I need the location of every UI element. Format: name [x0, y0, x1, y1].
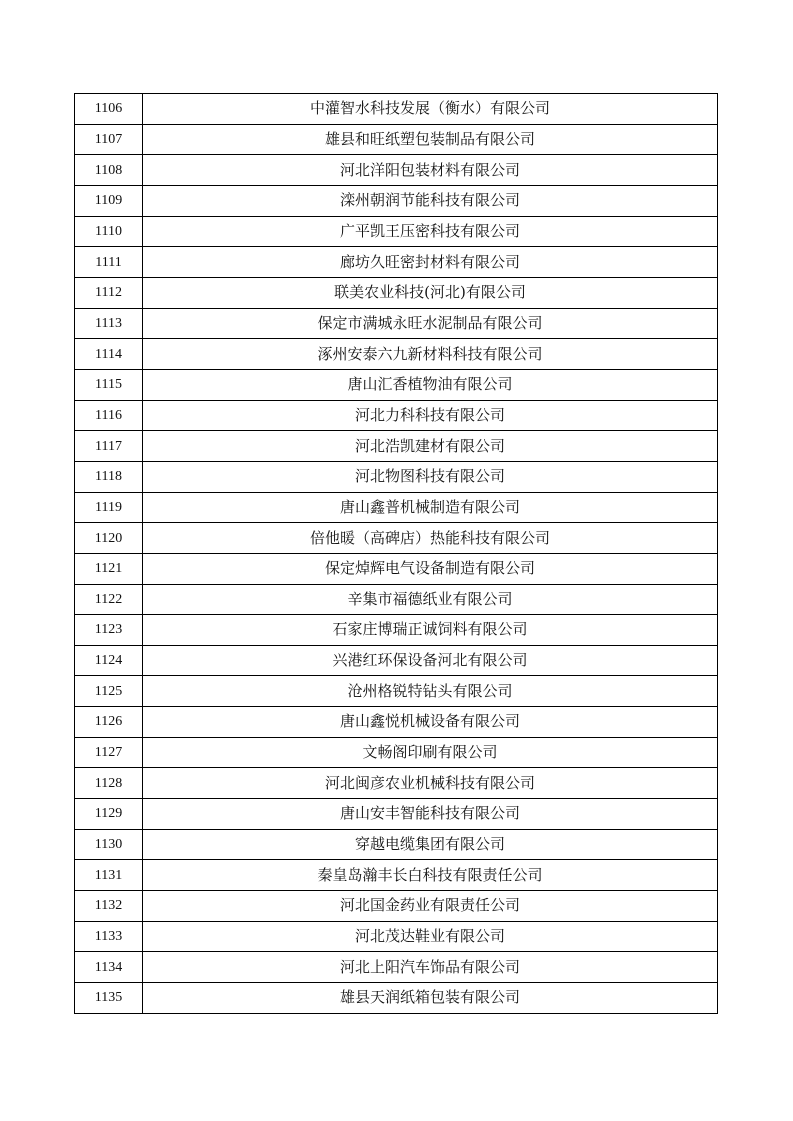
company-name: 唐山汇香植物油有限公司 [143, 369, 718, 400]
company-name: 河北茂达鞋业有限公司 [143, 921, 718, 952]
row-number: 1107 [75, 124, 143, 155]
row-number: 1130 [75, 829, 143, 860]
row-number: 1118 [75, 461, 143, 492]
table-row [75, 952, 718, 983]
table-row [75, 94, 718, 125]
row-number: 1135 [75, 983, 143, 1014]
row-number: 1132 [75, 891, 143, 922]
table-row [75, 369, 718, 400]
company-name: 河北上阳汽车饰品有限公司 [143, 952, 718, 983]
table-row [75, 829, 718, 860]
table-row [75, 983, 718, 1014]
table-row [75, 737, 718, 768]
table-row [75, 124, 718, 155]
row-number: 1124 [75, 645, 143, 676]
row-number: 1134 [75, 952, 143, 983]
table-row [75, 431, 718, 462]
table-row [75, 308, 718, 339]
row-number: 1121 [75, 553, 143, 584]
company-list-table [74, 93, 718, 1014]
company-name: 联美农业科技(河北)有限公司 [143, 277, 718, 308]
row-number: 1127 [75, 737, 143, 768]
table-row [75, 247, 718, 278]
company-name: 广平凯王压密科技有限公司 [143, 216, 718, 247]
table-row [75, 615, 718, 646]
row-number: 1119 [75, 492, 143, 523]
company-name: 辛集市福德纸业有限公司 [143, 584, 718, 615]
table-row [75, 645, 718, 676]
row-number: 1120 [75, 523, 143, 554]
table-row [75, 799, 718, 830]
company-name: 兴港红环保设备河北有限公司 [143, 645, 718, 676]
row-number: 1122 [75, 584, 143, 615]
table-row [75, 584, 718, 615]
table-row [75, 860, 718, 891]
row-number: 1113 [75, 308, 143, 339]
table-row [75, 553, 718, 584]
row-number: 1111 [75, 247, 143, 278]
row-number: 1117 [75, 431, 143, 462]
company-name: 雄县和旺纸塑包装制品有限公司 [143, 124, 718, 155]
table-row [75, 768, 718, 799]
table-row [75, 891, 718, 922]
company-name: 唐山鑫悦机械设备有限公司 [143, 707, 718, 738]
table-body [75, 94, 718, 1014]
row-number: 1114 [75, 339, 143, 370]
row-number: 1109 [75, 185, 143, 216]
company-name: 河北浩凯建材有限公司 [143, 431, 718, 462]
table-row [75, 185, 718, 216]
row-number: 1106 [75, 94, 143, 125]
company-name: 河北物图科技有限公司 [143, 461, 718, 492]
table-row [75, 523, 718, 554]
table-row [75, 707, 718, 738]
company-name: 滦州朝润节能科技有限公司 [143, 185, 718, 216]
row-number: 1133 [75, 921, 143, 952]
row-number: 1116 [75, 400, 143, 431]
table-row [75, 400, 718, 431]
table-row [75, 921, 718, 952]
company-name: 涿州安泰六九新材料科技有限公司 [143, 339, 718, 370]
company-name: 廊坊久旺密封材料有限公司 [143, 247, 718, 278]
company-name: 河北闽彦农业机械科技有限公司 [143, 768, 718, 799]
row-number: 1108 [75, 155, 143, 186]
company-name: 河北国金药业有限责任公司 [143, 891, 718, 922]
company-name: 唐山鑫普机械制造有限公司 [143, 492, 718, 523]
row-number: 1125 [75, 676, 143, 707]
company-name: 沧州格锐特钻头有限公司 [143, 676, 718, 707]
table-row [75, 492, 718, 523]
company-name: 保定焯辉电气设备制造有限公司 [143, 553, 718, 584]
company-name: 秦皇岛瀚丰长白科技有限责任公司 [143, 860, 718, 891]
company-name: 穿越电缆集团有限公司 [143, 829, 718, 860]
company-name: 文畅阁印刷有限公司 [143, 737, 718, 768]
row-number: 1123 [75, 615, 143, 646]
table-row [75, 676, 718, 707]
company-name: 保定市满城永旺水泥制品有限公司 [143, 308, 718, 339]
row-number: 1110 [75, 216, 143, 247]
company-name: 唐山安丰智能科技有限公司 [143, 799, 718, 830]
table-row [75, 216, 718, 247]
row-number: 1131 [75, 860, 143, 891]
company-name: 中灌智水科技发展（衡水）有限公司 [143, 94, 718, 125]
table-row [75, 155, 718, 186]
row-number: 1129 [75, 799, 143, 830]
row-number: 1112 [75, 277, 143, 308]
table-row [75, 277, 718, 308]
table-row [75, 339, 718, 370]
company-name: 石家庄博瑞正诚饲料有限公司 [143, 615, 718, 646]
row-number: 1115 [75, 369, 143, 400]
company-name: 河北洋阳包装材料有限公司 [143, 155, 718, 186]
row-number: 1128 [75, 768, 143, 799]
company-name: 倍他暖（高碑店）热能科技有限公司 [143, 523, 718, 554]
table-row [75, 461, 718, 492]
company-name: 河北力科科技有限公司 [143, 400, 718, 431]
row-number: 1126 [75, 707, 143, 738]
company-name: 雄县天润纸箱包装有限公司 [143, 983, 718, 1014]
